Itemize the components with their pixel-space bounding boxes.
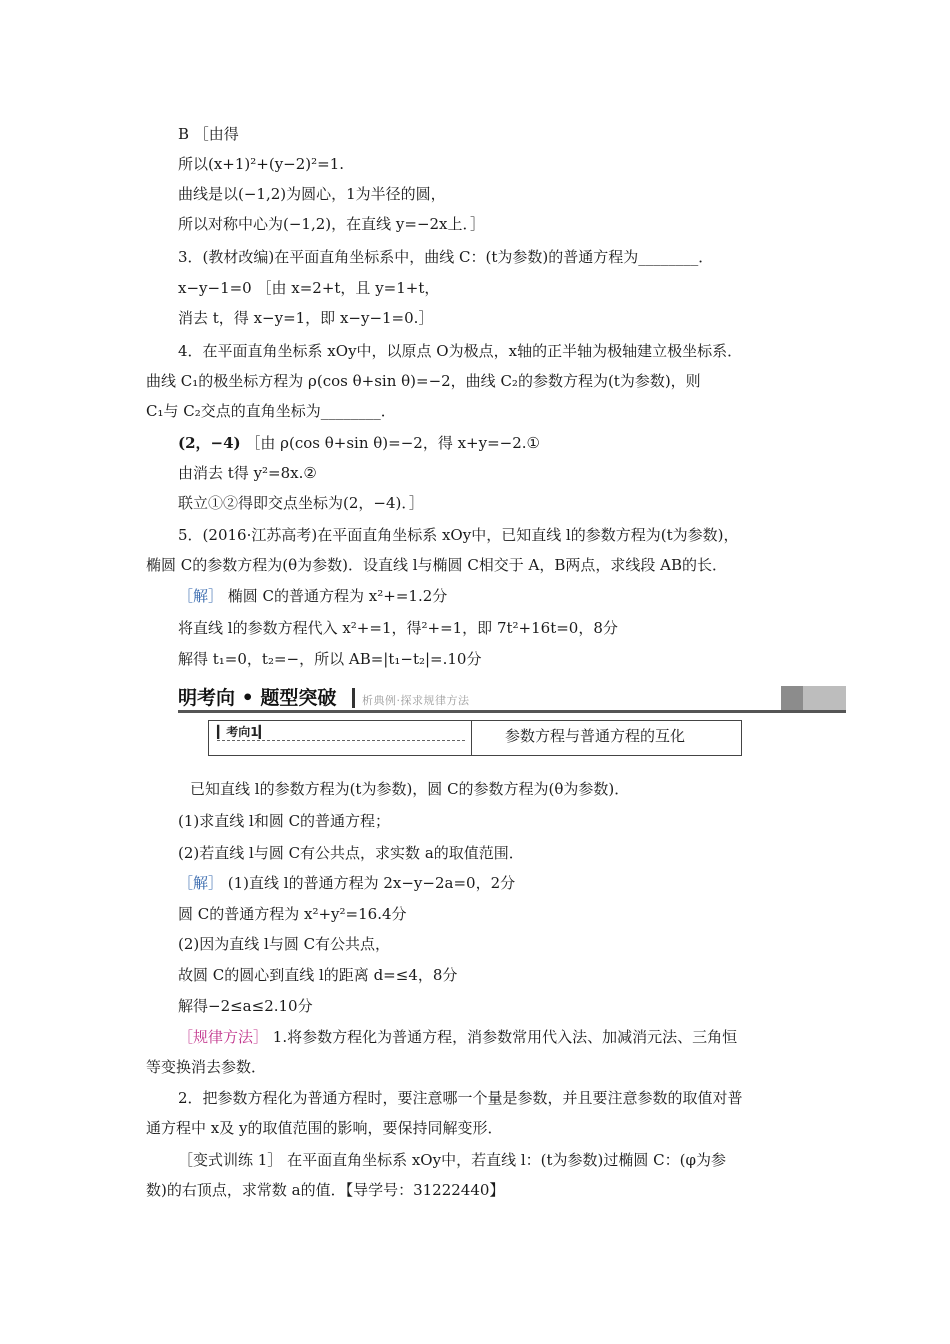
solution-line: 故圆 C的圆心到直线 l的距离 d=≤4，8分 [178,966,458,984]
topic-box [208,720,742,756]
answer-b-line: B ［由得 [178,125,239,143]
solution-line: 解得−2≤a≤2.10分 [178,997,313,1015]
answer-5 [178,586,447,606]
variant-exercise-cont: 数)的右顶点，求常数 a的值．【导学号：31222440】 [146,1181,505,1199]
question-4-cont: 曲线 C₁的极坐标方程为 ρ(cos θ+sin θ)=−2，曲线 C₂的参数方程为(t为参数)，则 [146,372,701,390]
example-question: 已知直线 l的参数方程为(t为参数)，圆 C的参数方程为(θ为参数)． [190,780,630,798]
heading-divider [352,688,355,708]
answer-4 [178,433,540,453]
solution-line: 由消去 t得 y²=8x.② [178,464,317,482]
method-line-cont: 等变换消去参数． [146,1058,267,1076]
answer-4-explanation: ［由 ρ(cos θ+sin θ)=−2，得 x+y=−2.① [240,434,540,452]
solution-line: 所以对称中心为(−1,2)，在直线 y=−2x上．］ [178,215,486,233]
answer-5-text: 椭圆 C的普通方程为 x²+=1.2分 [223,587,448,605]
example-part-2: (2)若直线 l与圆 C有公共点，求实数 a的取值范围． [178,844,524,862]
heading-decor-light [803,686,846,710]
method-tag: ［规律方法］ [178,1028,269,1046]
section-subtitle: 析典例·探求规律方法 [362,694,470,707]
question-5: 5．(2016·江苏高考)在平面直角坐标系 xOy中，已知直线 l的参数方程为(t为参数)， [178,526,739,544]
heading-decor-dark [781,686,803,710]
question-4-cont: C₁与 C₂交点的直角坐标为________． [146,402,396,420]
solution-tag: ［解］ [178,874,224,892]
method-line [178,1027,737,1047]
solution-tag: ［解］ [178,587,224,605]
solution-line: 消去 t，得 x−y=1，即 x−y−1=0.］ [178,309,434,327]
solution-line: 所以(x+1)²+(y−2)²=1. [178,155,345,173]
solution-line: 解得 t₁=0，t₂=−，所以 AB=|t₁−t₂|=.10分 [178,650,482,668]
solution-line: 联立①②得即交点坐标为(2，−4)．］ [178,494,424,512]
method-text: 1.将参数方程化为普通方程，消参数常用代入法、加减消元法、三角恒 [268,1028,738,1046]
answer-3: x−y−1=0 ［由 x=2+t，且 y=1+t， [178,279,440,297]
solution-line: (2)因为直线 l与圆 C有公共点， [178,935,391,953]
variant-exercise: ［变式训练 1］ 在平面直角坐标系 xOy中，若直线 l：(t为参数)过椭圆 C：(φ为参 [178,1151,726,1169]
section-title: 明考向 • 题型突破 [178,687,337,709]
solution-line: 曲线是以(−1,2)为圆心，1为半径的圆， [178,185,446,203]
question-3: 3．(教材改编)在平面直角坐标系中，曲线 C：(t为参数)的普通方程为________． [178,248,714,266]
section-heading [178,686,846,712]
example-solution [178,873,515,893]
question-5-cont: 椭圆 C的参数方程为(θ为参数)．设直线 l与椭圆 C相交于 A，B两点，求线段 AB的长． [146,556,728,574]
question-4: 4．在平面直角坐标系 xOy中，以原点 O为极点，x轴的正半轴为极轴建立极坐标系． [178,342,743,360]
topic-label-cell [209,721,472,755]
topic-dash [217,740,465,741]
solution-line: 将直线 l的参数方程代入 x²+=1，得²+=1，即 7t²+16t=0，8分 [178,619,618,637]
method-point-2: 2．把参数方程化为普通方程时，要注意哪一个量是参数，并且要注意参数的取值对普 [178,1089,743,1107]
topic-label: ▎考向1▎ [217,725,268,739]
answer-4-value: (2，−4) [178,434,241,452]
example-solution-text: (1)直线 l的普通方程为 2x−y−2a=0，2分 [223,874,516,892]
method-point-2-cont: 通方程中 x及 y的取值范围的影响，要保持同解变形． [146,1119,503,1137]
solution-line: 圆 C的普通方程为 x²+y²=16.4分 [178,905,407,923]
topic-title: 参数方程与普通方程的互化 [505,727,686,745]
example-part-1: (1)求直线 l和圆 C的普通方程； [178,812,391,830]
heading-rule [178,710,846,713]
